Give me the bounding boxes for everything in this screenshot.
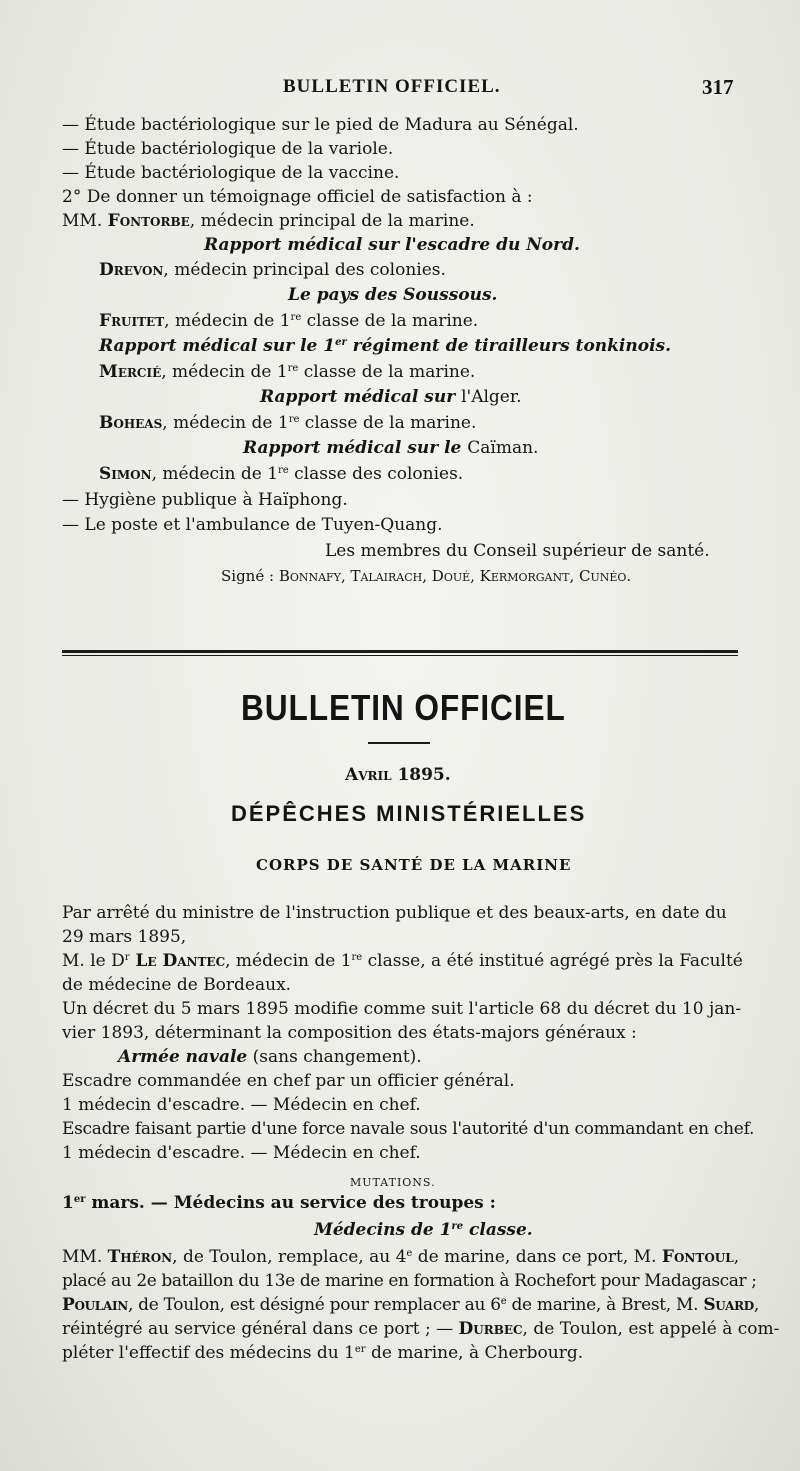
ship-name: l'Alger. [461, 387, 522, 407]
text-line: Les membres du Conseil supérieur de santé. [325, 541, 710, 561]
text-fragment: classe. [463, 1220, 533, 1240]
section-heading: DÉPÊCHES MINISTÉRIELLES [231, 801, 587, 826]
text-fragment: 1895. [391, 765, 451, 785]
person-name: Poulain [62, 1295, 128, 1315]
text-line [99, 412, 476, 434]
text-line: vier 1893, déterminant la composition des états-majors généraux : [62, 1023, 637, 1043]
text-fragment: Avril [345, 765, 392, 785]
signatory-names: Bonnafy, Talairach, Doué, Kermorgant, Cunéo. [278, 567, 632, 585]
section-title: BULLETIN OFFICIEL [241, 687, 566, 728]
superscript: re [278, 465, 289, 476]
text-line [62, 1192, 496, 1214]
person-name: Fontorbe [107, 211, 190, 231]
text-fragment: , médecin principal de la marine. [189, 211, 475, 231]
text-line [314, 1219, 533, 1241]
superscript: er [335, 337, 347, 348]
text-fragment: Armée navale [118, 1047, 248, 1067]
person-name: Théron [107, 1247, 173, 1267]
text-fragment: , de Toulon, remplace, au 4 [172, 1247, 407, 1267]
text-fragment: Rapport médical sur [260, 387, 462, 407]
text-line [62, 1246, 739, 1268]
text-fragment: Rapport médical sur le 1 [99, 336, 336, 356]
text-fragment: , médecin de 1 [151, 464, 279, 484]
text-line [62, 210, 475, 232]
text-fragment: M. le D [62, 951, 125, 971]
text-line [99, 463, 463, 485]
text-line: de médecine de Bordeaux. [62, 975, 292, 995]
signatures [221, 565, 631, 587]
page-number: 317 [702, 75, 734, 99]
text-fragment: de marine, à Cherbourg. [365, 1343, 584, 1363]
text-fragment: classe de la marine. [298, 362, 476, 382]
person-name: Fontoul [661, 1247, 734, 1267]
text-line: — Étude bactériologique sur le pied de Madura au Sénégal. [62, 115, 579, 135]
section-subheading: CORPS DE SANTÉ DE LA MARINE [256, 856, 572, 874]
text-line [99, 310, 478, 332]
text-fragment: , médecin principal des colonies. [163, 260, 446, 280]
superscript: e [500, 1296, 507, 1307]
section-divider-thin [62, 655, 738, 656]
report-title [260, 386, 522, 408]
text-line [62, 1294, 759, 1316]
superscript: re [288, 414, 300, 425]
text-fragment: , médecin de 1 [164, 311, 291, 331]
text-fragment: 1 [62, 1193, 74, 1213]
text-line: — Étude bactériologique de la variole. [62, 139, 394, 159]
text-fragment: MM. [62, 211, 108, 231]
text-fragment: classe de la marine. [299, 413, 477, 433]
text-line: — Le poste et l'ambulance de Tuyen-Quang. [62, 515, 443, 535]
text-line [62, 1318, 779, 1340]
text-line: placé au 2e bataillon du 13e de marine en formation à Rochefort pour Madagascar ; [62, 1271, 757, 1291]
person-name: Mercié [99, 362, 162, 382]
running-title: BULLETIN OFFICIEL. [283, 76, 501, 97]
person-name: Drevon [99, 260, 164, 280]
text-line [99, 259, 446, 281]
text-line: 1 médecin d'escadre. — Médecin en chef. [62, 1095, 421, 1115]
person-name: Le Dantec [129, 951, 226, 971]
text-fragment: mars. — Médecins au service des troupes : [85, 1193, 496, 1213]
text-fragment: Signé : [221, 567, 279, 585]
text-fragment: classe de la marine. [301, 311, 479, 331]
text-fragment: , médecin de 1 [225, 951, 352, 971]
person-name: Suard [703, 1295, 754, 1315]
text-fragment: , de Toulon, est désigné pour remplacer au 6 [127, 1295, 501, 1315]
text-fragment: MM. [62, 1247, 108, 1267]
person-name: Simon [99, 464, 152, 484]
text-fragment: , médecin de 1 [162, 413, 289, 433]
text-fragment: pléter l'effectif des médecins du 1 [62, 1343, 355, 1363]
superscript: r [124, 952, 130, 963]
text-line: 29 mars 1895, [62, 927, 187, 947]
text-line: Escadre faisant partie d'une force navale sous l'autorité d'un commandant en chef. [62, 1119, 755, 1139]
report-title [99, 335, 671, 357]
text-line [62, 1342, 583, 1364]
text-line: — Étude bactériologique de la vaccine. [62, 163, 400, 183]
superscript: re [451, 1221, 464, 1232]
section-divider [62, 650, 738, 653]
text-fragment: (sans changement). [247, 1047, 422, 1067]
text-fragment: Rapport médical sur le [243, 438, 468, 458]
ship-name: Caïman. [467, 438, 539, 458]
text-fragment: Médecins de 1 [314, 1220, 452, 1240]
report-title: Le pays des Soussous. [288, 285, 498, 305]
text-line: Escadre commandée en chef par un officier général. [62, 1071, 515, 1091]
mutations-heading: MUTATIONS. [350, 1176, 436, 1189]
text-fragment: de marine, dans ce port, M. [412, 1247, 662, 1267]
text-line [118, 1046, 422, 1068]
person-name: Durbec [458, 1319, 523, 1339]
date-line [345, 764, 451, 786]
text-fragment: , [733, 1247, 740, 1267]
person-name: Boheas [99, 413, 163, 433]
text-line: Un décret du 5 mars 1895 modifie comme suit l'article 68 du décret du 10 jan- [62, 999, 742, 1019]
text-fragment: classe des colonies. [288, 464, 464, 484]
text-fragment: de marine, à Brest, M. [506, 1295, 704, 1315]
text-line: 2° De donner un témoignage officiel de satisfaction à : [62, 187, 533, 207]
text-fragment: , [753, 1295, 759, 1315]
text-fragment: réintégré au service général dans ce port ; — [62, 1319, 459, 1339]
text-fragment: , de Toulon, est appelé à com- [522, 1319, 780, 1339]
superscript: e [406, 1248, 413, 1259]
text-line: — Hygiène publique à Haïphong. [62, 490, 348, 510]
title-rule [368, 742, 430, 744]
superscript: er [73, 1194, 86, 1205]
superscript: re [351, 952, 363, 963]
text-line: Par arrêté du ministre de l'instruction publique et des beaux-arts, en date du [62, 903, 727, 923]
superscript: re [287, 363, 299, 374]
text-fragment: régiment de tirailleurs tonkinois. [346, 336, 672, 356]
text-line: 1 médecin d'escadre. — Médecin en chef. [62, 1143, 421, 1163]
superscript: er [354, 1344, 366, 1355]
text-line [99, 361, 475, 383]
text-line [62, 950, 743, 972]
text-fragment: classe, a été institué agrégé près la Faculté [362, 951, 743, 971]
text-fragment: , médecin de 1 [161, 362, 288, 382]
report-title [243, 437, 538, 459]
person-name: Fruitet [99, 311, 165, 331]
report-title: Rapport médical sur l'escadre du Nord. [204, 235, 580, 255]
superscript: re [290, 312, 302, 323]
